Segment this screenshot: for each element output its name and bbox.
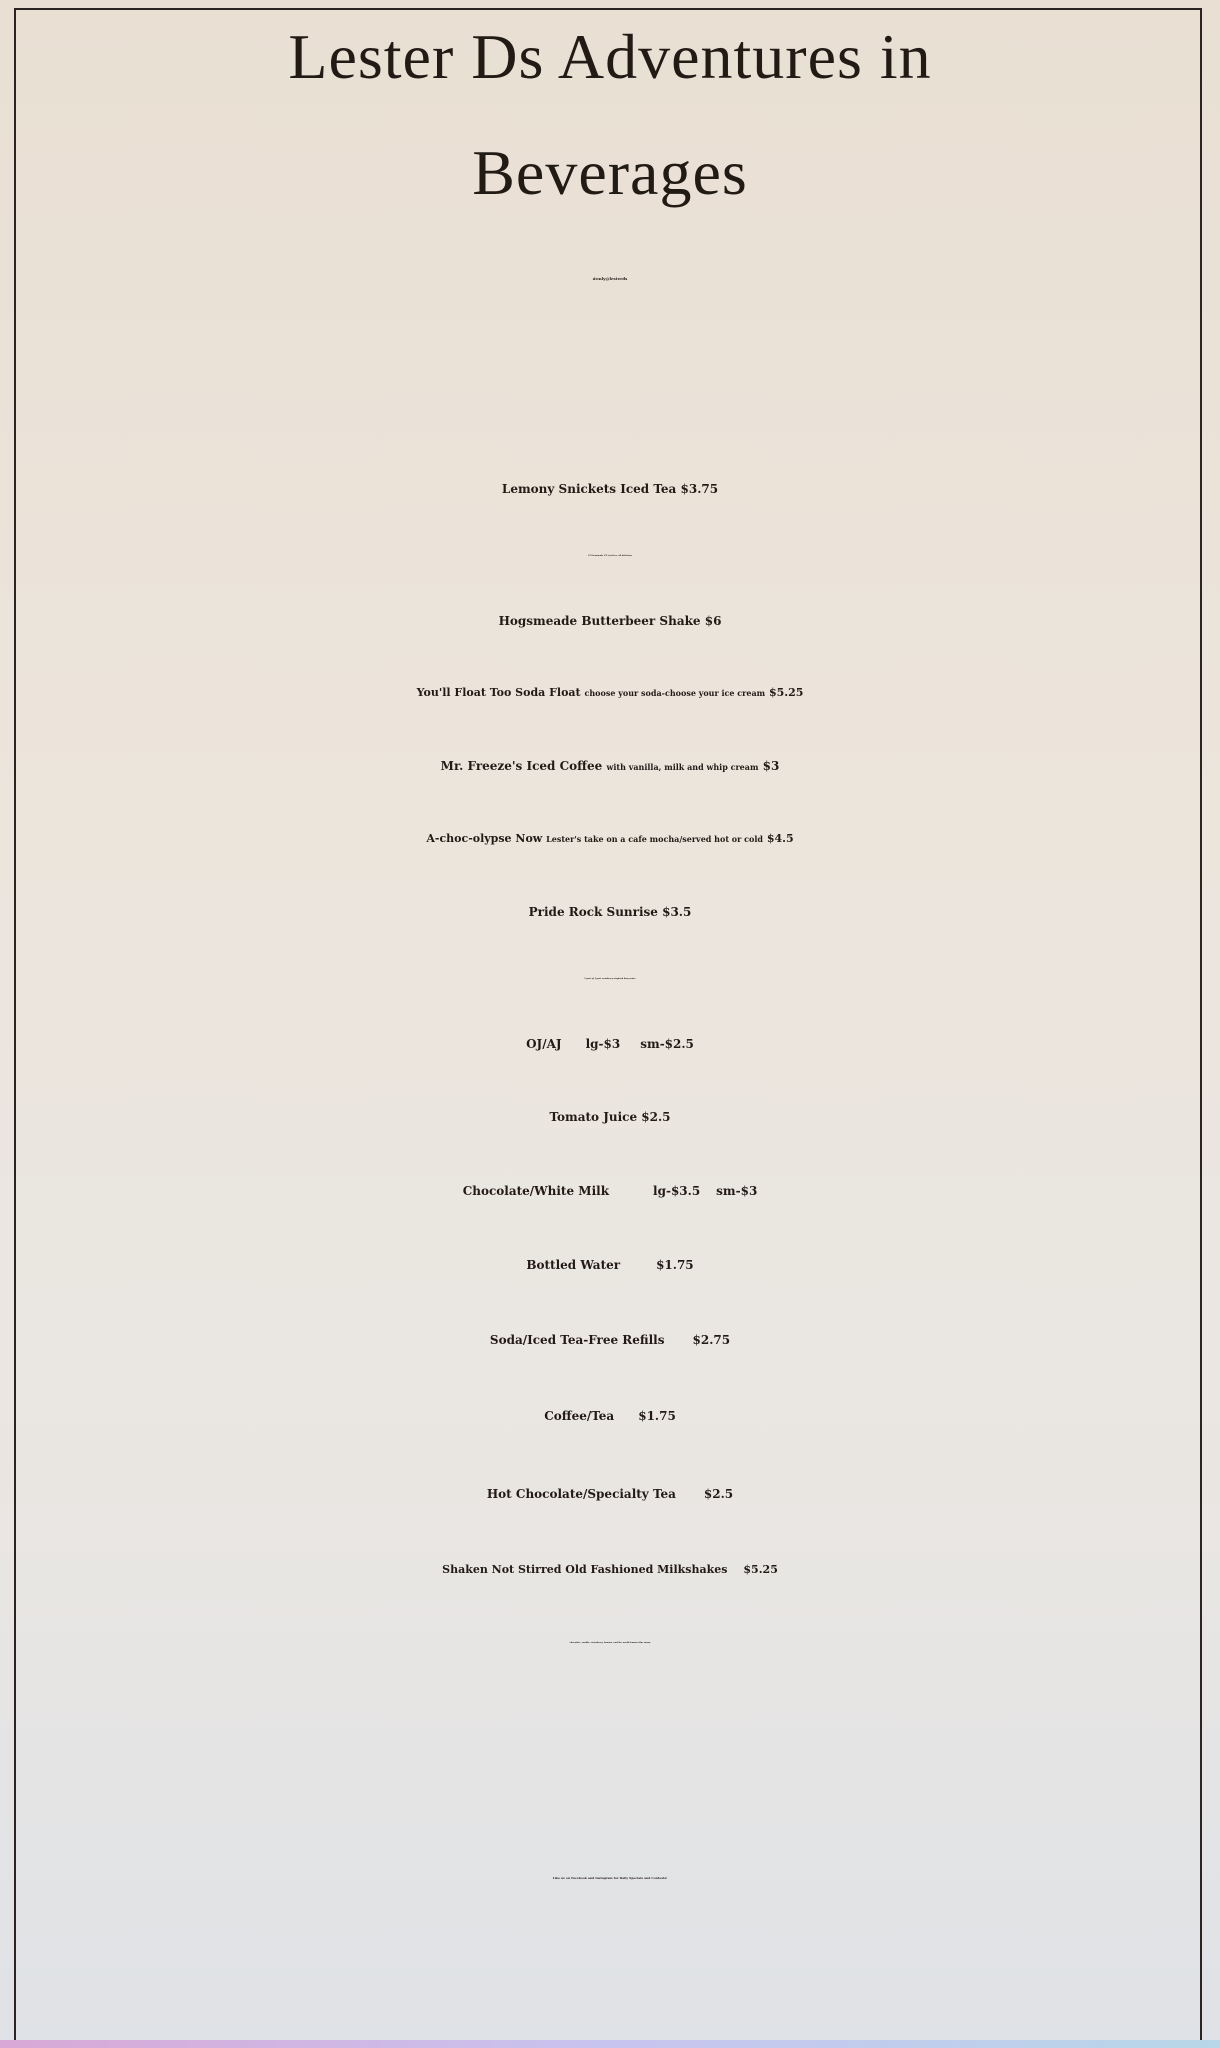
menu-item-name: OJ/AJ <box>526 1037 562 1051</box>
menu-footer: Like us on Facebook and Instagram for Daily Specials and Contests! <box>552 1876 668 1880</box>
menu-item-name: A-choc-olypse Now <box>426 832 543 845</box>
menu-item-name: You'll Float Too Soda Float <box>416 686 581 699</box>
menu-item-coffee-tea <box>0 1409 1220 1423</box>
menu-item-soda-float <box>0 686 1220 699</box>
menu-item-iced-coffee <box>0 759 1220 773</box>
menu-item-description: choose your soda-choose your ice cream <box>584 688 766 698</box>
bottom-edge <box>0 2040 1220 2048</box>
menu-hashtag: #only@lesterds <box>592 276 628 281</box>
menu-item-description: Lester's take on a cafe mocha/served hot or cold <box>546 834 763 844</box>
menu-item-description: with vanilla, milk and whip cream <box>606 762 759 772</box>
menu-item-price: $3 <box>762 759 780 773</box>
menu-item-name: Mr. Freeze's Iced Coffee <box>440 759 603 773</box>
menu-item-description: chocolate, vanilla, strawberry, banana, and the world famous blue moon <box>569 1642 651 1644</box>
menu-item-price-large: lg-$3 <box>585 1037 621 1051</box>
menu-item-lemony-snickets: Lemony Snickets Iced Tea $3.75 <box>501 482 719 496</box>
menu-border <box>14 8 1202 2048</box>
menu-item-price: $2.5 <box>703 1487 734 1501</box>
menu-item-price-large: lg-$3.5 <box>653 1184 701 1198</box>
menu-item-tomato-juice: Tomato Juice $2.5 <box>549 1110 671 1124</box>
menu-item-name: Coffee/Tea <box>544 1409 615 1423</box>
menu-item-bottled-water <box>0 1258 1220 1272</box>
menu-item-a-choc-olypse <box>0 832 1220 845</box>
menu-item-name: Bottled Water <box>526 1258 621 1272</box>
menu-item-chocolate-white-milk <box>0 1184 1220 1198</box>
menu-item-name: Chocolate/White Milk <box>462 1184 610 1198</box>
menu-item-price-small: sm-$2.5 <box>640 1037 694 1051</box>
menu-item-soda-iced-tea <box>0 1333 1220 1347</box>
menu-item-price-small: sm-$3 <box>716 1184 758 1198</box>
menu-item-price: $1.75 <box>656 1258 694 1272</box>
menu-item-price: $4.5 <box>766 832 794 845</box>
menu-item-hot-chocolate <box>0 1487 1220 1501</box>
menu-item-description: 1/2 lemonade 1/2 iced tea, all delicious <box>588 555 632 557</box>
menu-item-milkshakes <box>0 1563 1220 1576</box>
menu-item-pride-rock-sunrise: Pride Rock Sunrise $3.5 <box>528 905 692 919</box>
menu-item-hogsmeade-butterbeer: Hogsmeade Butterbeer Shake $6 <box>498 614 722 628</box>
menu-item-price: $1.75 <box>638 1409 676 1423</box>
menu-title-line1: Lester Ds Adventures in <box>288 21 932 92</box>
menu-item-price: $5.25 <box>743 1563 778 1576</box>
menu-item-name: Hot Chocolate/Specialty Tea <box>486 1487 676 1501</box>
menu-item-price: $2.75 <box>692 1333 731 1347</box>
menu-item-oj-aj <box>0 1037 1220 1051</box>
menu-title-line2: Beverages <box>472 137 748 208</box>
menu-item-description: 1 part oj 1 part cranberry w/splash fizzy water <box>584 978 636 980</box>
menu-item-name: Soda/Iced Tea-Free Refills <box>489 1333 665 1347</box>
menu-item-price: $5.25 <box>768 686 804 699</box>
menu-item-name: Shaken Not Stirred Old Fashioned Milkshakes <box>442 1563 728 1576</box>
